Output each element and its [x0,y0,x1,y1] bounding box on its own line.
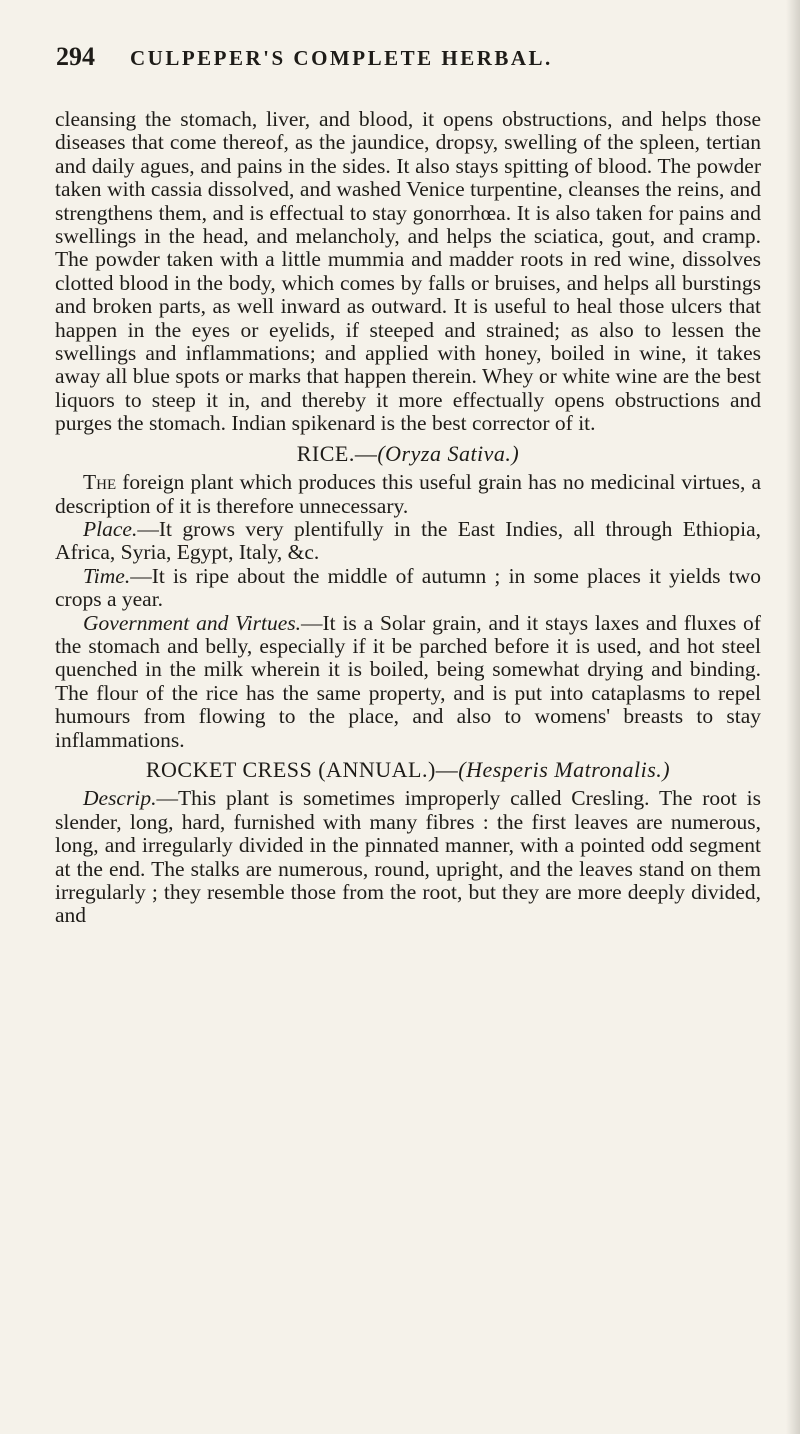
rocket-latin-name: (Hesperis Matronalis.) [458,756,671,782]
continuation-paragraph: cleansing the stomach, liver, and blood, it opens obstructions, and helps those diseases that come thereof, as the jaundice, dropsy, swelling of the spleen, tertian and daily agues, and pains in the sides. It also stays spitting of blood. The powder taken with cassia dissolved, and washed Venice turpentine, cleanses the reins, and strengthens them, and is effectual to stay gonorrhœa. It is also taken for pains and swellings in the head, and melancholy, and helps the sciatica, gout, and cramp. The powder taken with a little mummia and madder roots in red wine, dissolves clotted blood in the body, which comes by falls or bruises, and helps all burstings and broken parts, as well inward as outward. It is useful to heal those ulcers that happen in the eyes or eyelids, if steeped and strained; as also to lessen the swellings and inflammations; and applied with honey, boiled in wine, it takes away all blue spots or marks that happen therein. Whey or white wine are the best liquors to steep it in, and thereby it more effectually opens obstructions and purges the stomach. Indian spikenard is the best corrector of it. [55,107,761,436]
rice-title: RICE.— [296,440,378,466]
rice-intro-lead: The [83,470,117,495]
rice-time-label: Time. [83,563,131,588]
rice-latin-name: (Oryza Sativa.) [377,440,520,466]
rice-place-text: —It grows very plentifully in the East Indies, all through Ethiopia, Africa, Syria, Egypt, Italy, &c. [55,516,761,565]
rocket-descrip-label: Descrip. [83,786,157,811]
rice-intro-text: foreign plant which produces this useful grain has no medicinal virtues, a description of it is therefore unnecessary. [55,470,761,518]
body-text [55,108,761,928]
rocket-descrip-text: —This plant is sometimes improperly called Cresling. The root is slender, long, hard, furnished with many fibres : the first leaves are numerous, long, and irregularly divided in the pinnated manner, with a pointed odd segment at the end. The stalks are numerous, round, upright, and the leaves stand on them irregularly ; they resemble those from the root, but they are more deeply divided, and [55,786,761,928]
rice-intro-paragraph [55,471,761,518]
rice-place-label: Place. [83,516,138,541]
page-edge-shadow [786,0,800,1434]
rocket-descrip-paragraph [55,787,761,927]
rice-place-paragraph [55,518,761,565]
page-header [56,42,776,78]
rice-government-paragraph [55,612,761,752]
rocket-title: ROCKET CRESS (ANNUAL.)— [145,756,459,782]
running-title: CULPEPER'S COMPLETE HERBAL. [130,46,553,70]
rice-time-paragraph [55,565,761,612]
rice-government-text: —It is a Solar grain, and it stays laxes and fluxes of the stomach and belly, especially if it be parched before it is used, and hot steel quenched in the milk wherein it is boiled, being somewhat drying and binding. The flour of the rice has the same property, and is put into cataplasms to repel humours from flowing to the place, and also to womens' breasts to stay inflammations. [55,610,761,752]
rice-time-text: —It is ripe about the middle of autumn ; in some places it yields two crops a year. [55,563,761,612]
rice-heading [55,442,761,465]
rice-government-label: Government and Virtues. [83,610,302,635]
rocket-heading [55,758,761,781]
page-number: 294 [56,42,95,71]
